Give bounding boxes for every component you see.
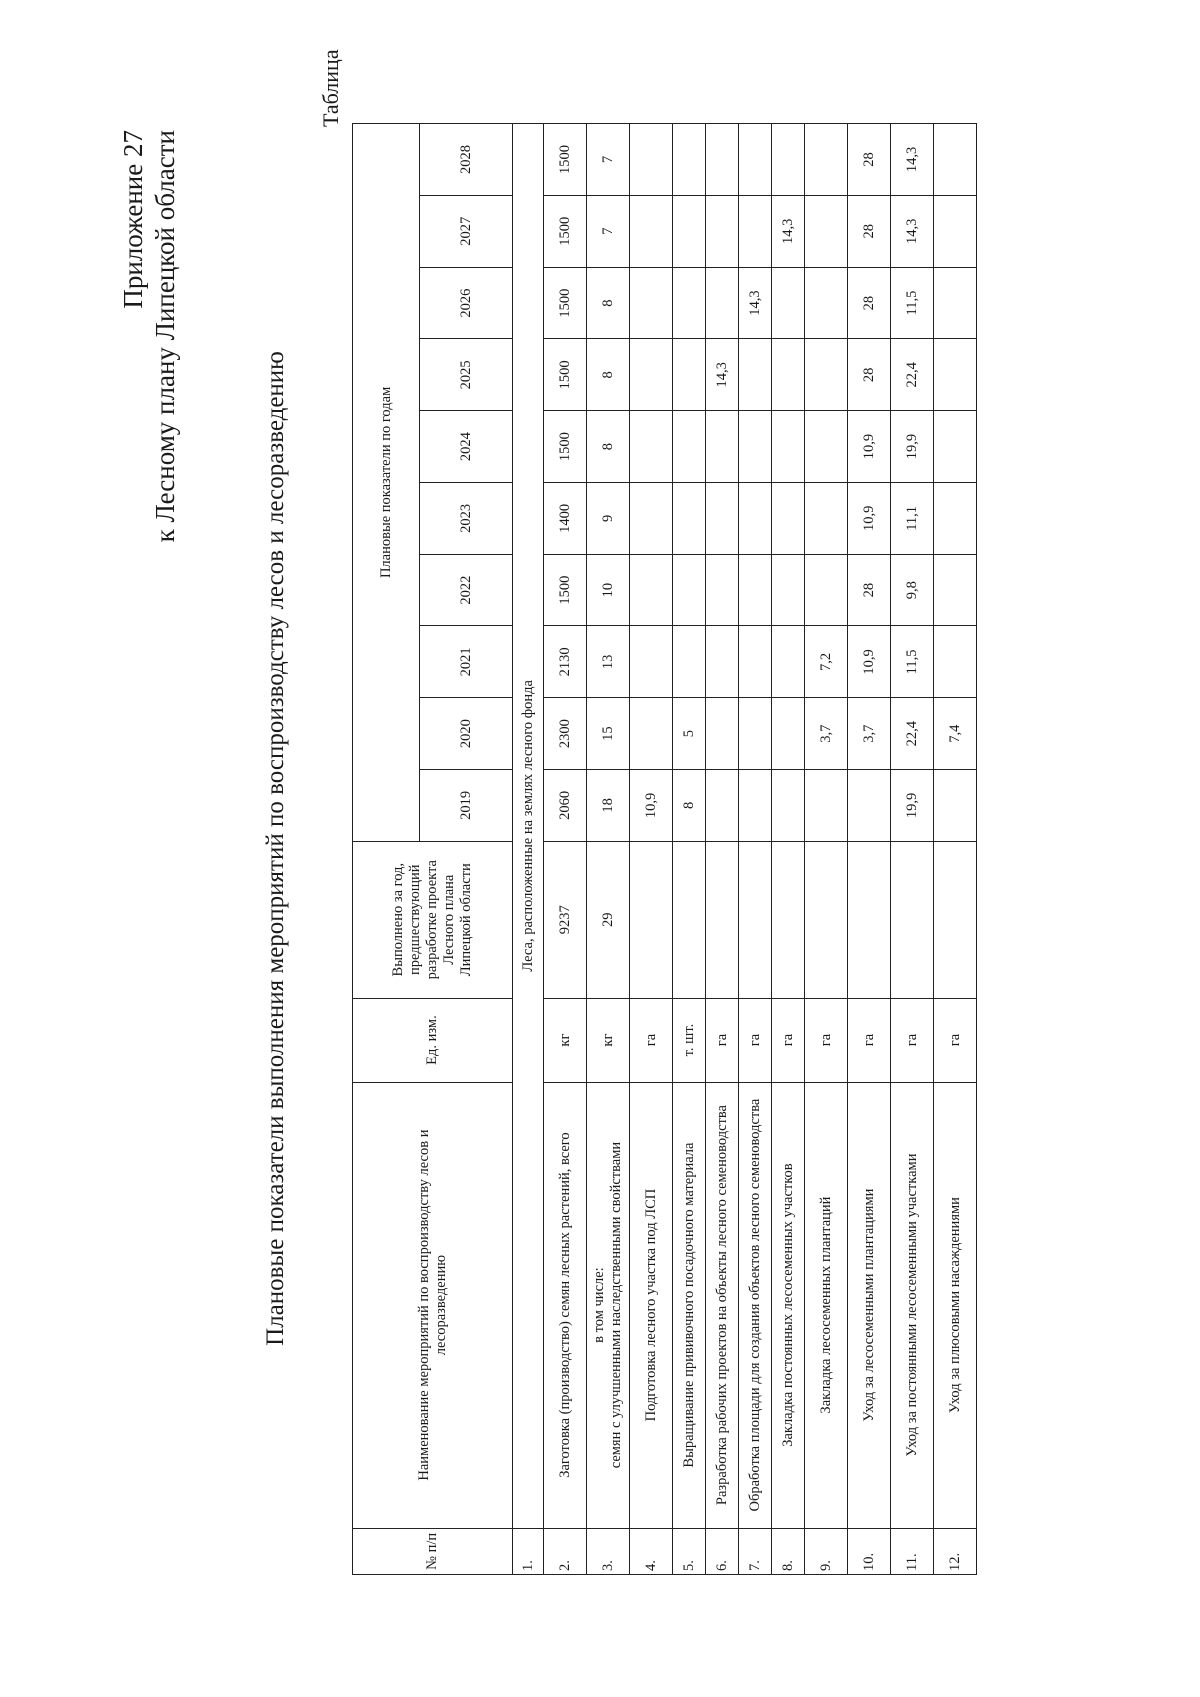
unit-cell: га: [934, 998, 977, 1082]
year-value-cell: [934, 770, 977, 842]
year-value-cell: 19,9: [891, 411, 934, 483]
year-value-cell: [805, 554, 848, 626]
year-value-cell: [739, 195, 772, 267]
activity-name-prefix: в том числе:: [591, 1267, 607, 1343]
year-value-cell: [673, 339, 706, 411]
activity-name: [805, 1082, 848, 1528]
done-cell: [630, 841, 673, 998]
header-year: 2019: [420, 770, 513, 842]
year-value-cell: [934, 339, 977, 411]
year-value-cell: 1500: [544, 554, 587, 626]
activity-name-text: Выращивание прививочного посадочного материала: [680, 1142, 697, 1468]
year-value-cell: [706, 626, 739, 698]
activity-name-text: Уход за постоянными лесосеменными участками: [903, 1153, 920, 1457]
year-value-cell: 5: [673, 698, 706, 770]
year-value-cell: [673, 411, 706, 483]
table-row: [934, 124, 977, 1575]
annex-line-2: к Лесному плану Липецкой области: [150, 130, 180, 543]
year-value-cell: [630, 411, 673, 483]
unit-cell: га: [848, 998, 891, 1082]
year-value-cell: 22,4: [891, 698, 934, 770]
year-value-cell: [772, 770, 805, 842]
year-value-cell: 28: [848, 195, 891, 267]
unit-cell: га: [630, 998, 673, 1082]
year-value-cell: 19,9: [891, 770, 934, 842]
year-value-cell: 14,3: [772, 195, 805, 267]
year-value-cell: [673, 482, 706, 554]
done-cell: [891, 841, 934, 998]
year-value-cell: [673, 267, 706, 339]
year-value-cell: 7: [587, 195, 630, 267]
year-value-cell: 10,9: [848, 626, 891, 698]
activity-name: [587, 1082, 630, 1528]
year-value-cell: 7: [587, 124, 630, 196]
activity-name: [934, 1082, 977, 1528]
done-cell: [848, 841, 891, 998]
year-value-cell: [772, 124, 805, 196]
year-value-cell: [934, 195, 977, 267]
year-value-cell: 2130: [544, 626, 587, 698]
unit-cell: кг: [544, 998, 587, 1082]
header-plan: Плановые показатели по годам: [353, 124, 420, 842]
row-number: 7.: [739, 1528, 772, 1574]
activity-name-text: Закладка постоянных лесосеменных участков: [779, 1163, 796, 1447]
activity-name: [772, 1082, 805, 1528]
done-cell: 9237: [544, 841, 587, 998]
year-value-cell: 8: [587, 267, 630, 339]
table-row: [772, 124, 805, 1575]
year-value-cell: [739, 698, 772, 770]
year-value-cell: 8: [587, 411, 630, 483]
table-row: [848, 124, 891, 1575]
year-value-cell: 1500: [544, 124, 587, 196]
year-value-cell: 28: [848, 339, 891, 411]
year-value-cell: 18: [587, 770, 630, 842]
year-value-cell: [739, 626, 772, 698]
year-value-cell: [805, 124, 848, 196]
activity-name: [739, 1082, 772, 1528]
year-value-cell: [805, 267, 848, 339]
year-value-cell: 1500: [544, 411, 587, 483]
table-row: [544, 124, 587, 1575]
year-value-cell: 28: [848, 124, 891, 196]
row-number: 9.: [805, 1528, 848, 1574]
year-value-cell: [934, 482, 977, 554]
done-cell: [934, 841, 977, 998]
year-value-cell: [934, 554, 977, 626]
unit-cell: га: [706, 998, 739, 1082]
table-row: [706, 124, 739, 1575]
table-row: [673, 124, 706, 1575]
year-value-cell: 28: [848, 554, 891, 626]
document-title: Плановые показатели выполнения мероприятий по воспроизводству лесов и лесоразведению: [262, 351, 289, 1346]
year-value-cell: [739, 770, 772, 842]
activity-name-text: Уход за плюсовыми насаждениями: [946, 1197, 963, 1414]
table-row: [805, 124, 848, 1575]
activity-name-text: Заготовка (производство) семян лесных растений, всего: [556, 1132, 573, 1478]
year-value-cell: [805, 339, 848, 411]
row-number: 6.: [706, 1528, 739, 1574]
year-value-cell: [805, 411, 848, 483]
header-name: Наименование мероприятий по воспроизводству лесов и лесоразведению: [353, 1082, 513, 1528]
year-value-cell: [772, 698, 805, 770]
year-value-cell: [772, 267, 805, 339]
table-label: Таблица: [318, 49, 343, 127]
activity-name: [673, 1082, 706, 1528]
year-value-cell: [630, 339, 673, 411]
year-value-cell: 14,3: [891, 195, 934, 267]
year-value-cell: [630, 195, 673, 267]
year-value-cell: [772, 554, 805, 626]
year-value-cell: [673, 554, 706, 626]
activity-name: [848, 1082, 891, 1528]
year-value-cell: [706, 195, 739, 267]
done-cell: [772, 841, 805, 998]
year-value-cell: [805, 195, 848, 267]
activity-name: [544, 1082, 587, 1528]
row-number: 12.: [934, 1528, 977, 1574]
year-value-cell: 2060: [544, 770, 587, 842]
year-value-cell: [739, 124, 772, 196]
year-value-cell: [848, 770, 891, 842]
year-value-cell: 1500: [544, 339, 587, 411]
year-value-cell: 9,8: [891, 554, 934, 626]
year-value-cell: 10,9: [848, 411, 891, 483]
year-value-cell: 11,5: [891, 267, 934, 339]
section-title: Леса, расположенные на землях лесного фонда: [513, 124, 544, 1529]
year-value-cell: 1500: [544, 195, 587, 267]
year-value-cell: [630, 482, 673, 554]
activity-name-text: Разработка рабочих проектов на объекты лесного семеноводства: [713, 1105, 730, 1506]
year-value-cell: 1500: [544, 267, 587, 339]
year-value-cell: 7,2: [805, 626, 848, 698]
year-value-cell: [673, 195, 706, 267]
year-value-cell: 11,5: [891, 626, 934, 698]
year-value-cell: [934, 626, 977, 698]
header-year: 2028: [420, 124, 513, 196]
year-value-cell: [739, 482, 772, 554]
header-unit: Ед. изм.: [353, 998, 513, 1082]
row-number: 8.: [772, 1528, 805, 1574]
row-number: 4.: [630, 1528, 673, 1574]
row-number: 1.: [513, 1528, 544, 1574]
header-year: 2024: [420, 411, 513, 483]
year-value-cell: 11,1: [891, 482, 934, 554]
year-value-cell: [630, 698, 673, 770]
done-cell: 29: [587, 841, 630, 998]
year-value-cell: [630, 124, 673, 196]
year-value-cell: [706, 124, 739, 196]
header-year: 2027: [420, 195, 513, 267]
year-value-cell: 1400: [544, 482, 587, 554]
unit-cell: га: [739, 998, 772, 1082]
row-number: 2.: [544, 1528, 587, 1574]
header-year: 2023: [420, 482, 513, 554]
activity-name: [630, 1082, 673, 1528]
year-value-cell: 3,7: [848, 698, 891, 770]
year-value-cell: [934, 124, 977, 196]
header-year: 2025: [420, 339, 513, 411]
year-value-cell: 14,3: [739, 267, 772, 339]
done-cell: [739, 841, 772, 998]
year-value-cell: [706, 554, 739, 626]
header-num: № п/п: [353, 1528, 513, 1574]
year-value-cell: [706, 770, 739, 842]
year-value-cell: [673, 124, 706, 196]
year-value-cell: 28: [848, 267, 891, 339]
header-done: Выполнено за год, предшествующий разработке проекта Лесного плана Липецкой области: [353, 841, 513, 998]
year-value-cell: [706, 267, 739, 339]
year-value-cell: 2300: [544, 698, 587, 770]
done-cell: [805, 841, 848, 998]
row-number: 11.: [891, 1528, 934, 1574]
year-value-cell: 15: [587, 698, 630, 770]
year-value-cell: [739, 339, 772, 411]
year-value-cell: [706, 411, 739, 483]
table-body: [513, 124, 977, 1575]
row-number: 3.: [587, 1528, 630, 1574]
year-value-cell: 9: [587, 482, 630, 554]
activity-name-text: Подготовка лесного участка под ЛСП: [642, 1188, 659, 1422]
year-value-cell: [706, 482, 739, 554]
year-value-cell: [772, 411, 805, 483]
activity-name: [706, 1082, 739, 1528]
year-value-cell: 10,9: [630, 770, 673, 842]
header-year: 2022: [420, 554, 513, 626]
activity-name-text: Обработка площади для создания объектов лесного семеноводства: [746, 1098, 763, 1512]
year-value-cell: [934, 267, 977, 339]
year-value-cell: 14,3: [706, 339, 739, 411]
unit-cell: т. шт.: [673, 998, 706, 1082]
year-value-cell: [934, 411, 977, 483]
year-value-cell: [739, 554, 772, 626]
unit-cell: га: [772, 998, 805, 1082]
done-cell: [706, 841, 739, 998]
table-row: [513, 124, 544, 1575]
table-row: [739, 124, 772, 1575]
table-row: [630, 124, 673, 1575]
year-value-cell: 10: [587, 554, 630, 626]
year-value-cell: [772, 482, 805, 554]
plan-table: [352, 123, 977, 1575]
year-value-cell: 8: [673, 770, 706, 842]
year-value-cell: [805, 482, 848, 554]
done-cell: [673, 841, 706, 998]
activity-name-text: Уход за лесосеменными плантациями: [860, 1188, 877, 1422]
year-value-cell: 13: [587, 626, 630, 698]
activity-name-text: Закладка лесосеменных плантаций: [817, 1196, 834, 1414]
year-value-cell: [673, 626, 706, 698]
year-value-cell: [706, 698, 739, 770]
year-value-cell: 8: [587, 339, 630, 411]
unit-cell: кг: [587, 998, 630, 1082]
table-row: [587, 124, 630, 1575]
year-value-cell: [772, 339, 805, 411]
year-value-cell: [805, 770, 848, 842]
year-value-cell: [630, 626, 673, 698]
year-value-cell: [739, 411, 772, 483]
unit-cell: га: [805, 998, 848, 1082]
row-number: 5.: [673, 1528, 706, 1574]
activity-name: [891, 1082, 934, 1528]
year-value-cell: 14,3: [891, 124, 934, 196]
header-year: 2020: [420, 698, 513, 770]
year-value-cell: 7,4: [934, 698, 977, 770]
year-value-cell: [772, 626, 805, 698]
annex-header: [117, 130, 181, 542]
year-value-cell: 22,4: [891, 339, 934, 411]
year-value-cell: 10,9: [848, 482, 891, 554]
annex-line-1: Приложение 27: [118, 130, 148, 309]
unit-cell: га: [891, 998, 934, 1082]
table-row: [891, 124, 934, 1575]
activity-name-text: семян с улучшенными наследственными свойствами: [608, 1141, 624, 1469]
year-value-cell: 3,7: [805, 698, 848, 770]
header-year: 2021: [420, 626, 513, 698]
row-number: 10.: [848, 1528, 891, 1574]
year-value-cell: [630, 554, 673, 626]
year-value-cell: [630, 267, 673, 339]
header-year: 2026: [420, 267, 513, 339]
